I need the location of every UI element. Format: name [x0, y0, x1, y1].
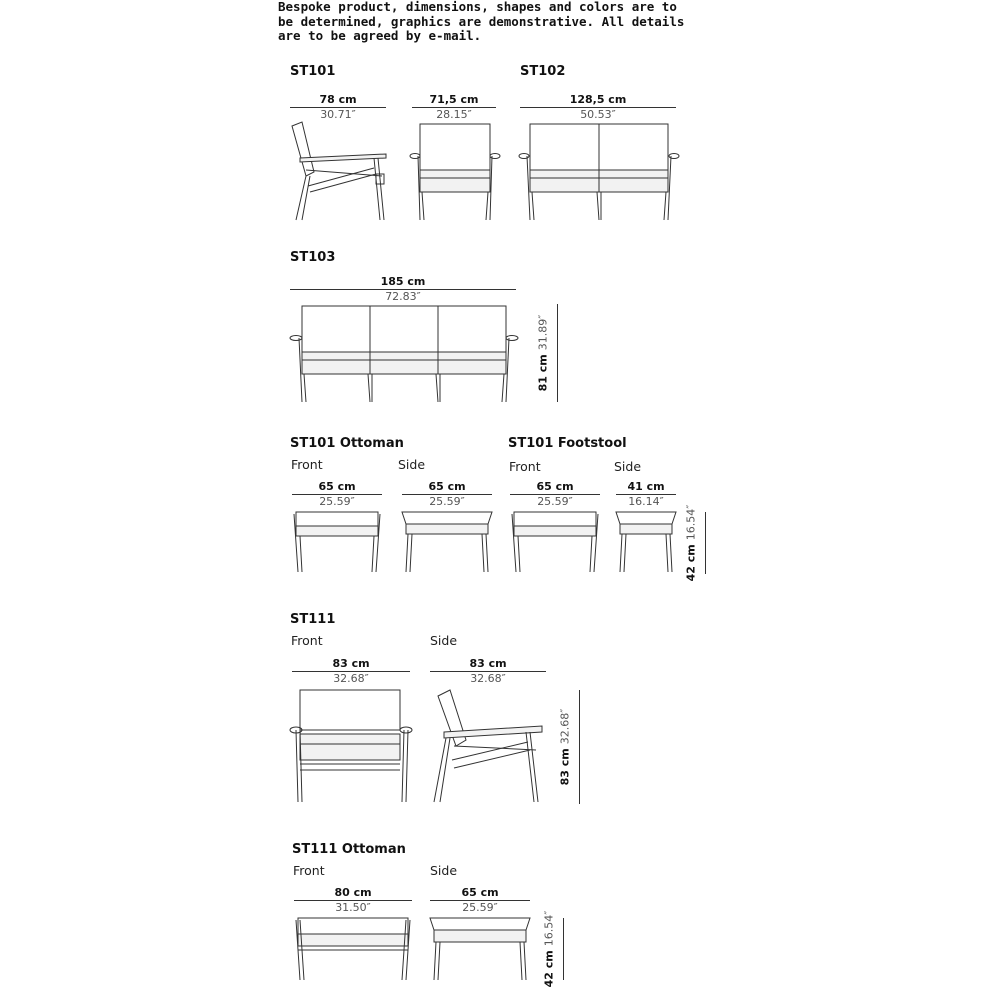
st111-side-label: Side [430, 633, 458, 648]
st101-ottoman-front-cm: 65 cm [318, 480, 356, 493]
st101-ottoman-side-label: Side [398, 457, 426, 472]
st111-ottoman-side-dimension [430, 887, 530, 914]
st111-front-dimension [292, 658, 410, 685]
st103-width-dimension [290, 276, 516, 303]
st111-height-inch: 32.68″ [558, 708, 572, 745]
st111-ottoman-side-drawing [428, 916, 532, 982]
st101-ottoman-front-label: Front [291, 457, 323, 472]
st101-footstool-height-inch: 16.54″ [684, 504, 698, 541]
st111-side-dimension [430, 658, 546, 685]
st103-title: ST103 [290, 250, 336, 265]
st101-footstool-height-dimension [676, 504, 706, 582]
st103-width-inch: 72.83″ [385, 290, 421, 303]
st101-footstool-side-label: Side [614, 459, 642, 474]
st101-front-inch: 28.15″ [436, 108, 472, 121]
st101-side-cm: 78 cm [319, 93, 357, 106]
st111-front-drawing [288, 688, 414, 804]
st111-front-label: Front [291, 633, 323, 648]
st111-side-drawing [430, 688, 550, 804]
st101-footstool-front-cm: 65 cm [536, 480, 574, 493]
st111-height-cm: 83 cm [558, 748, 572, 786]
st103-front-drawing [288, 304, 520, 404]
st101-footstool-front-dimension [510, 481, 600, 508]
st101-ottoman-side-drawing [400, 510, 494, 574]
dimension-line [557, 304, 558, 402]
disclaimer-note: Bespoke product, dimensions, shapes and colors are to be determined, graphics are demonstrative. All details are to be agreed by e-mail. [278, 0, 685, 43]
st101-ottoman-front-drawing [290, 510, 384, 574]
st111-side-inch: 32.68″ [470, 672, 506, 685]
st101-side-drawing [288, 120, 388, 224]
st111-ottoman-front-dimension [294, 887, 412, 914]
st111-ottoman-side-label: Side [430, 863, 458, 878]
st111-ottoman-front-inch: 31.50″ [335, 901, 371, 914]
st101-ottoman-side-dimension [402, 481, 492, 508]
st101-ottoman-side-cm: 65 cm [428, 480, 466, 493]
st101-side-dimension [290, 94, 386, 121]
st101-ottoman-title: ST101 Ottoman [290, 436, 404, 451]
st101-footstool-front-inch: 25.59″ [537, 495, 573, 508]
st111-ottoman-side-cm: 65 cm [461, 886, 499, 899]
st102-front-inch: 50.53″ [580, 108, 616, 121]
st111-front-inch: 32.68″ [333, 672, 369, 685]
st111-ottoman-title: ST111 Ottoman [292, 842, 406, 857]
st101-ottoman-front-dimension [292, 481, 382, 508]
st101-footstool-side-dimension [616, 481, 676, 508]
st101-footstool-front-drawing [508, 510, 602, 574]
st101-ottoman-front-inch: 25.59″ [319, 495, 355, 508]
st102-title: ST102 [520, 64, 566, 79]
st111-front-cm: 83 cm [332, 657, 370, 670]
st102-front-dimension [520, 94, 676, 121]
st103-width-cm: 185 cm [380, 275, 426, 288]
dimension-line [705, 512, 706, 574]
st101-footstool-side-cm: 41 cm [627, 480, 665, 493]
st101-side-inch: 30.71″ [320, 108, 356, 121]
st111-ottoman-height-inch: 16.54″ [542, 910, 556, 947]
st101-front-drawing [410, 122, 500, 222]
dimension-line [563, 918, 564, 980]
st111-ottoman-front-cm: 80 cm [334, 886, 372, 899]
st101-footstool-side-inch: 16.14″ [628, 495, 664, 508]
st102-front-cm: 128,5 cm [569, 93, 627, 106]
dimension-line [579, 690, 580, 804]
st101-footstool-front-label: Front [509, 459, 541, 474]
st103-height-inch: 31.89″ [536, 314, 550, 351]
st111-ottoman-height-dimension [534, 910, 564, 988]
st111-ottoman-front-label: Front [293, 863, 325, 878]
st101-title: ST101 [290, 64, 336, 79]
st111-ottoman-side-inch: 25.59″ [462, 901, 498, 914]
st101-front-dimension [412, 94, 496, 121]
st103-height-cm: 81 cm [536, 354, 550, 392]
st111-height-dimension [550, 690, 580, 804]
st101-ottoman-side-inch: 25.59″ [429, 495, 465, 508]
st102-front-drawing [518, 122, 680, 222]
st101-footstool-height-cm: 42 cm [684, 544, 698, 582]
st111-ottoman-height-cm: 42 cm [542, 950, 556, 988]
st111-ottoman-front-drawing [290, 916, 416, 982]
st103-height-dimension [528, 304, 558, 402]
st101-footstool-title: ST101 Footstool [508, 436, 627, 451]
st111-title: ST111 [290, 612, 336, 627]
st111-side-cm: 83 cm [469, 657, 507, 670]
st101-footstool-side-drawing [614, 510, 678, 574]
st101-front-cm: 71,5 cm [429, 93, 479, 106]
